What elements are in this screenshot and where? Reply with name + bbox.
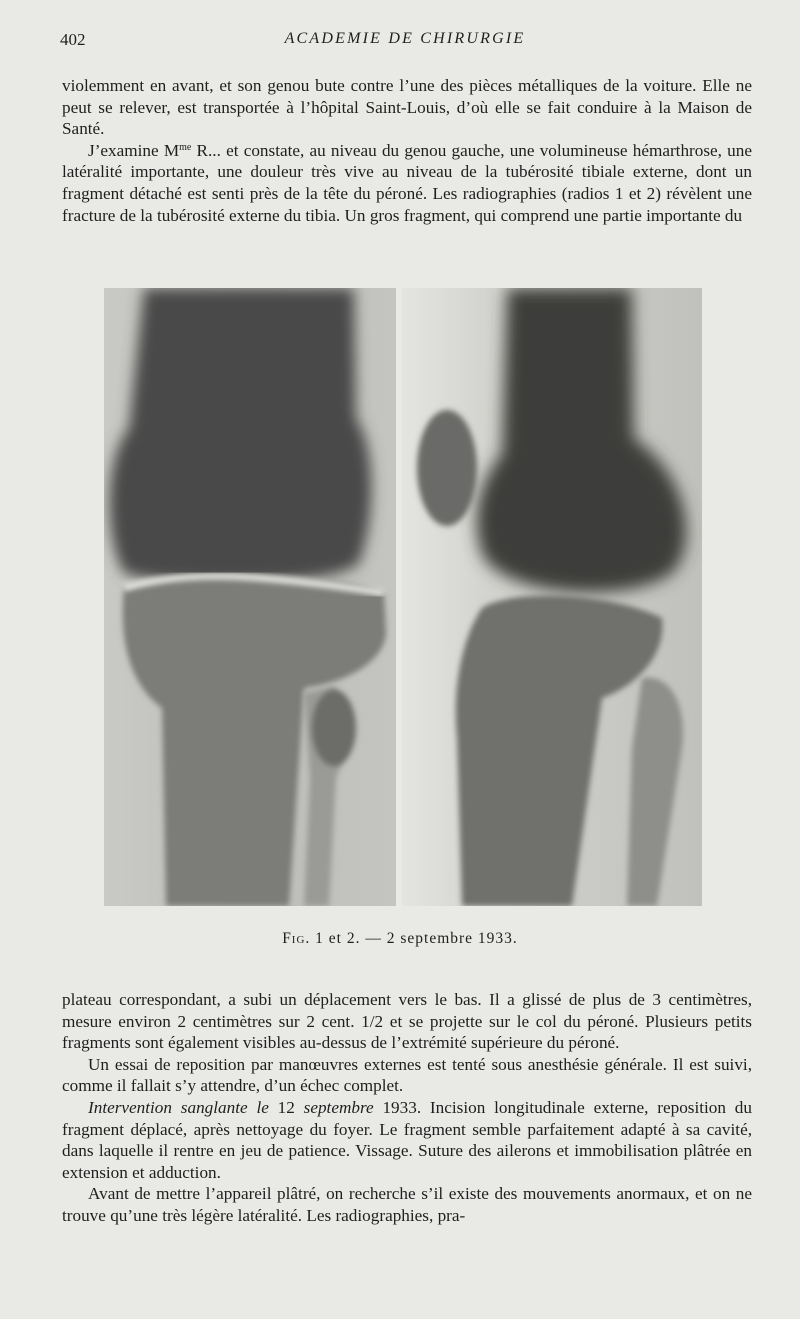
figure-caption: Fig. 1 et 2. — 2 septembre 1933. [282, 930, 518, 947]
paragraph: Un essai de reposition par manœuvres externes est tenté sous anesthésie générale. Il est suivi, comme il fallait s’y attendre, d’un échec complet. [62, 1054, 752, 1096]
radiograph-figure [104, 288, 702, 906]
radiograph-lateral-view [402, 288, 702, 906]
radiograph-front-view [104, 288, 396, 906]
page-number: 402 [60, 30, 86, 49]
paragraph: violemment en avant, et son genou bute contre l’une des pièces métalliques de la voiture. Elle ne peut se relever, est transportée à l’hôpital Saint-Louis, d’où elle se fait conduire à la Maison de Santé. [62, 76, 752, 139]
paragraph: J’examine $M^{me}$ R... et constate, au niveau du genou gauche, une volumineuse hémarthrose, une latéralité importante, une douleur très vive au niveau de la tubérosité tibiale externe, dont un fragment détaché est senti près de la tête du péroné. Les radiographies (radios 1 et 2) révèlent une fracture de la tubérosité externe du tibia. Un gros fragment, qui comprend une partie importante du [62, 140, 752, 225]
running-title: ACADEMIE DE CHIRURGIE [284, 30, 526, 47]
body-text-bottom [62, 989, 752, 1227]
paragraph: Avant de mettre l’appareil plâtré, on recherche s’il existe des mouvements anormaux, et on ne trouve qu’une très légère latéralité. Les radiographies, pra- [62, 1184, 752, 1225]
body-text-top [62, 75, 752, 226]
running-head [60, 30, 750, 54]
paragraph: Intervention sanglante le 12 septembre 1933. Incision longitudinale externe, reposition du fragment déplacé, après nettoyage du foyer. Le fragment semble parfaitement adapté à sa cavité, dans laquelle il rentre en jeu de patience. Vissage. Suture des ailerons et immobilisation plâtrée en extension et adduction. [62, 1097, 752, 1182]
paragraph: plateau correspondant, a subi un déplacement vers le bas. Il a glissé de plus de 3 centimètres, mesure environ 2 centimètres sur 2 cent. 1/2 et se projette sur le col du péroné. Plusieurs petits fragments sont également visibles au-dessus de l’extrémité supérieure du péroné. [62, 990, 752, 1053]
